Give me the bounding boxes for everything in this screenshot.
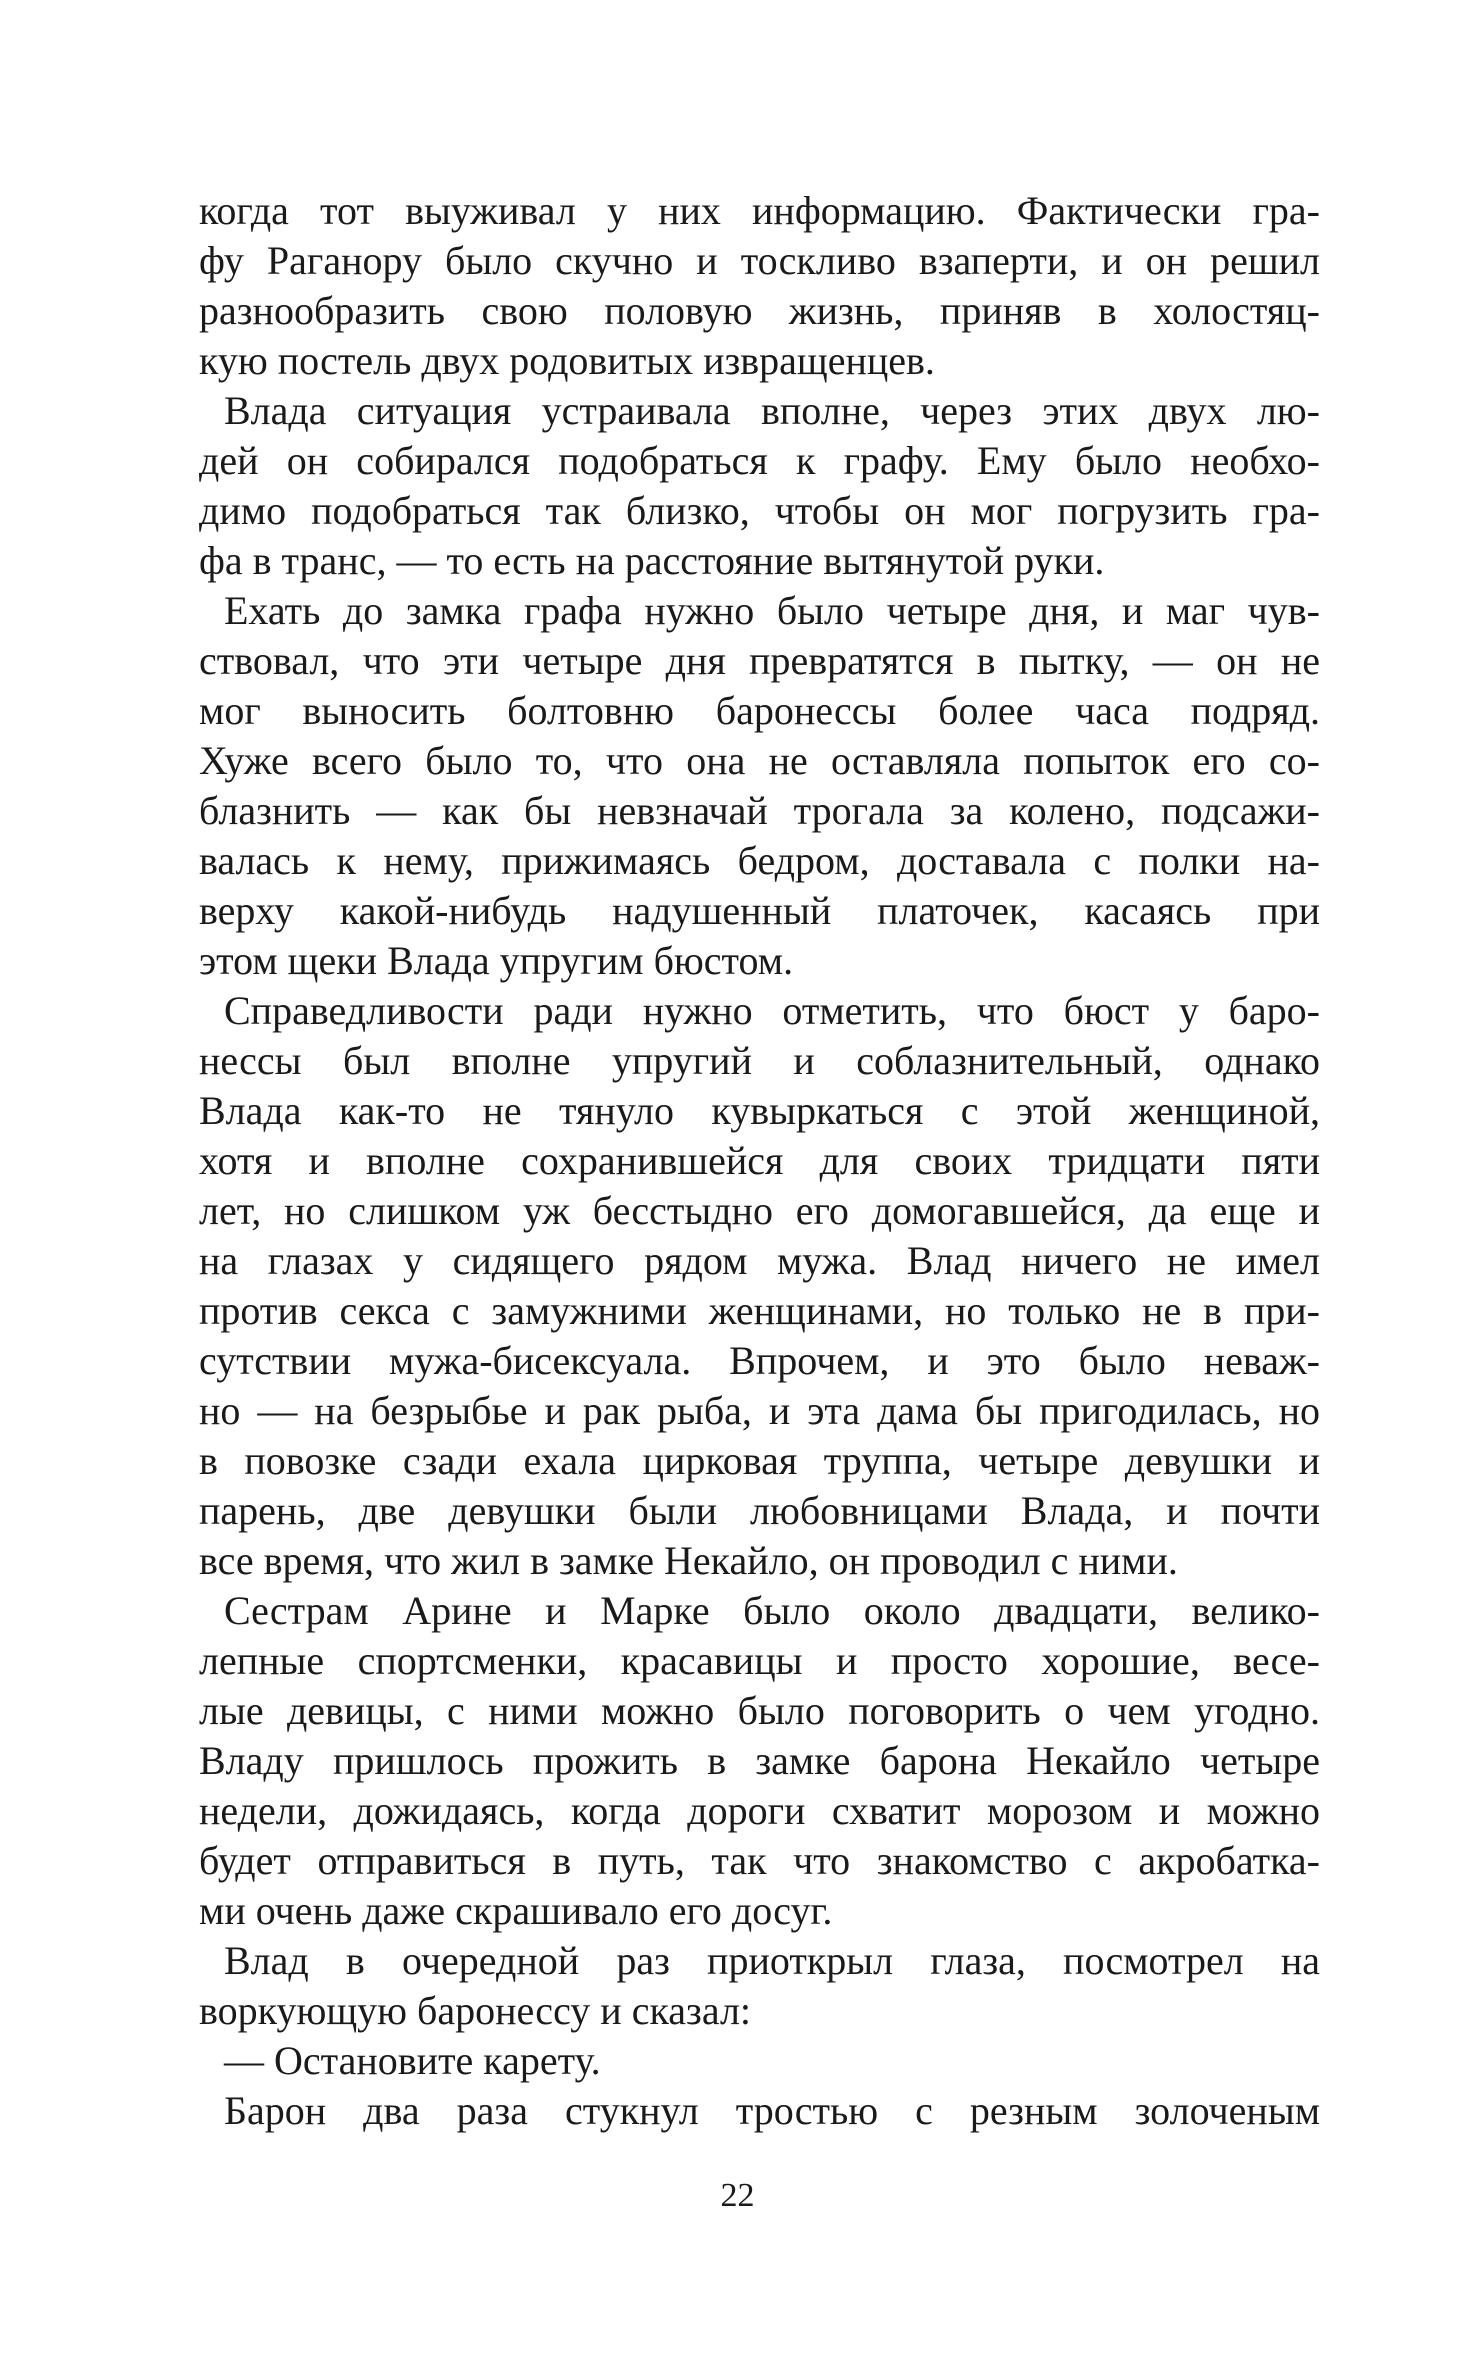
text-line: ствовал, что эти четыре дня превратятся в пытку, — он не bbox=[199, 638, 1320, 683]
text-line: фу Раганору было скучно и тоскливо взаперти, и он решил bbox=[199, 238, 1320, 283]
text-line: валась к нему, прижимаясь бедром, доставала с полки на- bbox=[199, 838, 1320, 883]
text-line: Барон два раза стукнул тростью с резным золоченым bbox=[224, 2088, 1320, 2133]
text-line: этом щеки Влада упругим бюстом. bbox=[199, 938, 794, 983]
text-line: ми очень даже скрашивало его досуг. bbox=[199, 1888, 833, 1933]
text-line: фа в транс, — то есть на расстояние вытянутой руки. bbox=[199, 538, 1105, 583]
text-line: — Остановите карету. bbox=[224, 2038, 601, 2083]
text-line: Ехать до замка графа нужно было четыре дня, и маг чув- bbox=[224, 588, 1320, 633]
text-line: Влада как-то не тянуло кувыркаться с этой женщиной, bbox=[199, 1088, 1320, 1133]
text-line: дей он собирался подобраться к графу. Ему было необхо- bbox=[199, 438, 1320, 483]
text-line: кую постель двух родовитых извращенцев. bbox=[199, 338, 935, 383]
text-line: хотя и вполне сохранившейся для своих тридцати пяти bbox=[199, 1138, 1320, 1183]
text-line: Влад в очередной раз приоткрыл глаза, посмотрел на bbox=[224, 1938, 1320, 1983]
text-line: в повозке сзади ехала цирковая труппа, четыре девушки и bbox=[199, 1438, 1320, 1483]
text-line: лепные спортсменки, красавицы и просто хорошие, весе- bbox=[199, 1638, 1320, 1683]
text-line: мог выносить болтовню баронессы более часа подряд. bbox=[199, 688, 1320, 733]
text-line: Владу пришлось прожить в замке барона Некайло четыре bbox=[199, 1738, 1320, 1783]
text-line: воркующую баронессу и сказал: bbox=[199, 1988, 752, 2033]
text-line: разнообразить свою половую жизнь, приняв в холостяц- bbox=[199, 288, 1320, 333]
text-line: все время, что жил в замке Некайло, он проводил с ними. bbox=[199, 1538, 1178, 1583]
text-line: парень, две девушки были любовницами Влада, и почти bbox=[199, 1488, 1320, 1533]
text-line: будет отправиться в путь, так что знакомство с акробатка- bbox=[199, 1838, 1320, 1883]
text-line: димо подобраться так близко, чтобы он мог погрузить гра- bbox=[199, 488, 1320, 533]
text-line: недели, дожидаясь, когда дороги схватит морозом и можно bbox=[199, 1788, 1320, 1833]
text-line: но — на безрыбье и рак рыба, и эта дама бы пригодилась, но bbox=[199, 1388, 1320, 1433]
text-line: лые девицы, с ними можно было поговорить о чем угодно. bbox=[199, 1688, 1320, 1733]
text-line: на глазах у сидящего рядом мужа. Влад ничего не имел bbox=[199, 1238, 1320, 1283]
page-number: 22 bbox=[720, 2177, 755, 2214]
text-line: блазнить — как бы невзначай трогала за колено, подсажи- bbox=[199, 788, 1320, 833]
text-line: Влада ситуация устраивала вполне, через этих двух лю- bbox=[224, 388, 1320, 433]
text-line: когда тот выуживал у них информацию. Фактически гра- bbox=[199, 188, 1320, 233]
text-line: верху какой-нибудь надушенный платочек, касаясь при bbox=[199, 888, 1320, 933]
text-line: против секса с замужними женщинами, но только не в при- bbox=[199, 1288, 1320, 1333]
text-line: лет, но слишком уж бесстыдно его домогавшейся, да еще и bbox=[199, 1188, 1320, 1233]
text-line: нессы был вполне упругий и соблазнительный, однако bbox=[199, 1038, 1320, 1083]
text-line: сутствии мужа-бисексуала. Впрочем, и это было неваж- bbox=[199, 1338, 1320, 1383]
text-line: Справедливости ради нужно отметить, что бюст у баро- bbox=[224, 988, 1320, 1033]
text-line: Сестрам Арине и Марке было около двадцати, велико- bbox=[224, 1588, 1320, 1633]
text-line: Хуже всего было то, что она не оставляла попыток его со- bbox=[199, 738, 1320, 783]
body-text bbox=[199, 186, 1320, 2136]
